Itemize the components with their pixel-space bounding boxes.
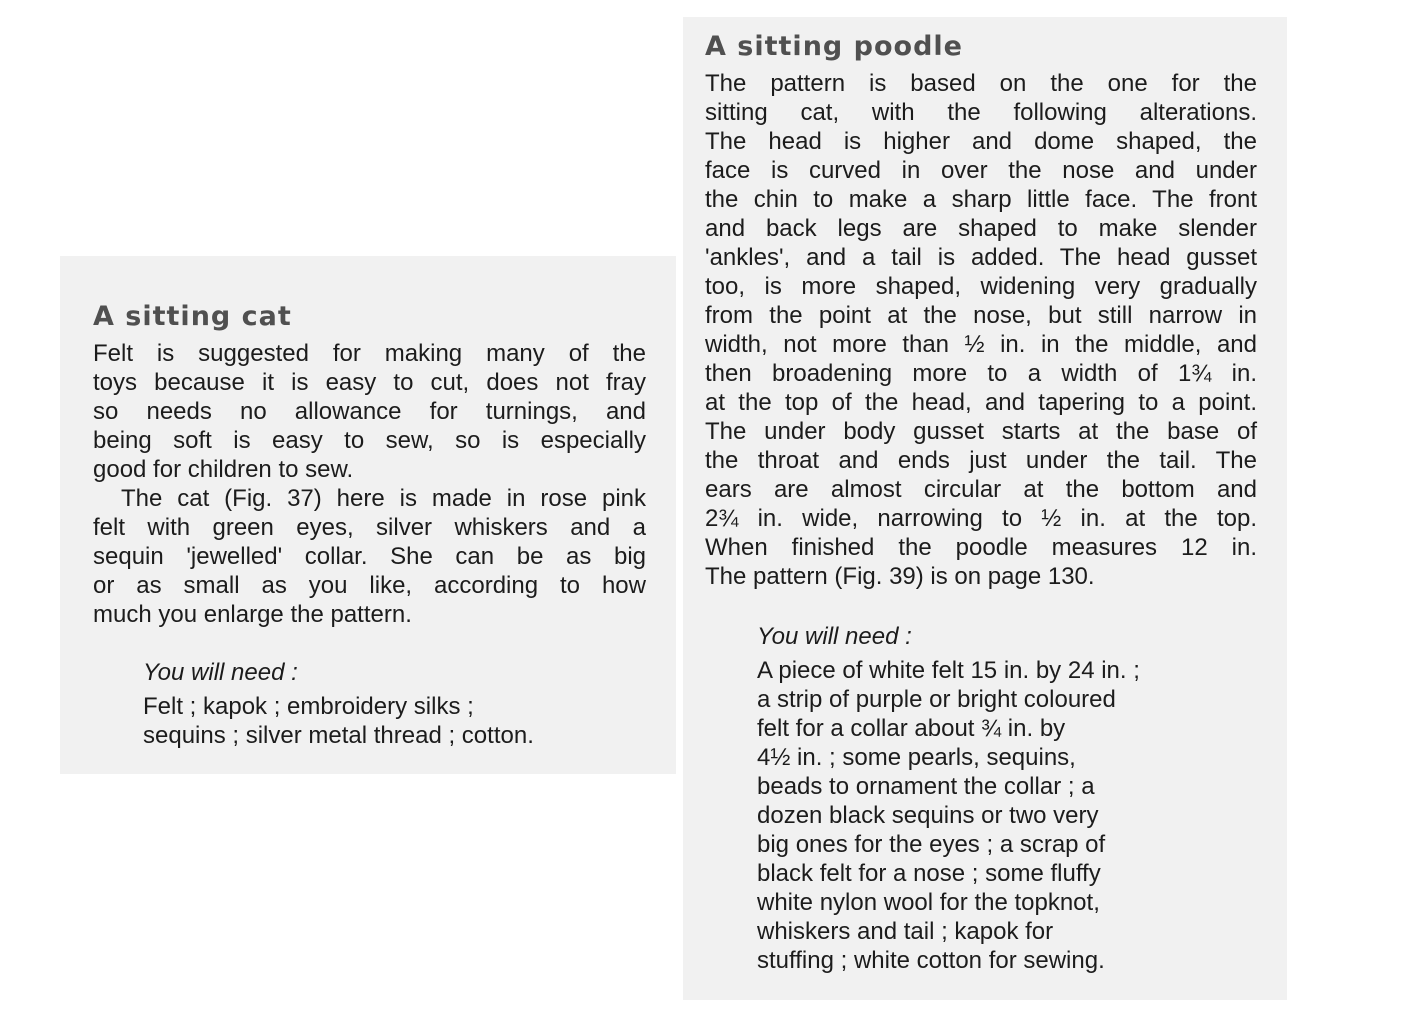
poodle-need-label: You will need : xyxy=(757,623,912,650)
text-line: The pattern is based on the one for the xyxy=(705,70,1257,97)
material-line: dozen black sequins or two very xyxy=(757,802,1099,829)
text-line: Felt is suggested for making many of the xyxy=(93,340,646,367)
material-line: A piece of white felt 15 in. by 24 in. ; xyxy=(757,657,1140,684)
text-line: then broadening more to a width of 1¾ in. xyxy=(705,360,1257,387)
material-line: stuffing ; white cotton for sewing. xyxy=(757,947,1105,974)
text-line: much you enlarge the pattern. xyxy=(93,601,412,628)
text-line: toys because it is easy to cut, does not fray xyxy=(93,369,646,396)
text-line: When finished the poodle measures 12 in. xyxy=(705,534,1257,561)
text-line: 2¾ in. wide, narrowing to ½ in. at the top. xyxy=(705,505,1257,532)
text-line: and back legs are shaped to make slender xyxy=(705,215,1257,242)
text-line: so needs no allowance for turnings, and xyxy=(93,398,646,425)
text-line: The under body gusset starts at the base of xyxy=(705,418,1257,445)
text-line: ears are almost circular at the bottom and xyxy=(705,476,1257,503)
text-line: sequin 'jewelled' collar. She can be as big xyxy=(93,543,646,570)
text-line: from the point at the nose, but still narrow in xyxy=(705,302,1257,329)
text-line: good for children to sew. xyxy=(93,456,354,483)
poodle-paragraph xyxy=(705,69,1257,591)
poodle-section xyxy=(683,17,1287,1000)
poodle-materials xyxy=(757,621,1257,975)
text-line: the throat and ends just under the tail. The xyxy=(705,447,1257,474)
text-line: width, not more than ½ in. in the middle, and xyxy=(705,331,1257,358)
material-line: beads to ornament the collar ; a xyxy=(757,773,1095,800)
text-line: The head is higher and dome shaped, the xyxy=(705,128,1257,155)
text-line: The pattern (Fig. 39) is on page 130. xyxy=(705,563,1095,590)
text-line: too, is more shaped, widening very gradually xyxy=(705,273,1257,300)
cat-need-label: You will need : xyxy=(143,659,298,686)
text-line: felt with green eyes, silver whiskers and a xyxy=(93,514,646,541)
cat-heading: A sitting cat xyxy=(93,301,292,332)
cat-materials xyxy=(143,657,646,750)
material-line: felt for a collar about ¾ in. by xyxy=(757,715,1066,742)
text-line: the chin to make a sharp little face. The front xyxy=(705,186,1257,213)
material-line: whiskers and tail ; kapok for xyxy=(757,918,1054,945)
material-line: black felt for a nose ; some fluffy xyxy=(757,860,1101,887)
text-line: being soft is easy to sew, so is especially xyxy=(93,427,646,454)
material-line: white nylon wool for the topknot, xyxy=(757,889,1100,916)
text-line: The cat (Fig. 37) here is made in rose pink xyxy=(121,485,646,512)
material-line: 4½ in. ; some pearls, sequins, xyxy=(757,744,1076,771)
poodle-heading: A sitting poodle xyxy=(705,31,963,62)
text-line: at the top of the head, and tapering to a point. xyxy=(705,389,1257,416)
material-line: sequins ; silver metal thread ; cotton. xyxy=(143,722,534,749)
text-line: 'ankles', and a tail is added. The head gusset xyxy=(705,244,1257,271)
cat-paragraph xyxy=(93,339,646,629)
material-line: big ones for the eyes ; a scrap of xyxy=(757,831,1106,858)
material-line: a strip of purple or bright coloured xyxy=(757,686,1116,713)
text-line: or as small as you like, according to how xyxy=(93,572,646,599)
text-line: sitting cat, with the following alterations. xyxy=(705,99,1257,126)
cat-section xyxy=(60,256,676,774)
material-line: Felt ; kapok ; embroidery silks ; xyxy=(143,693,474,720)
text-line: face is curved in over the nose and under xyxy=(705,157,1257,184)
